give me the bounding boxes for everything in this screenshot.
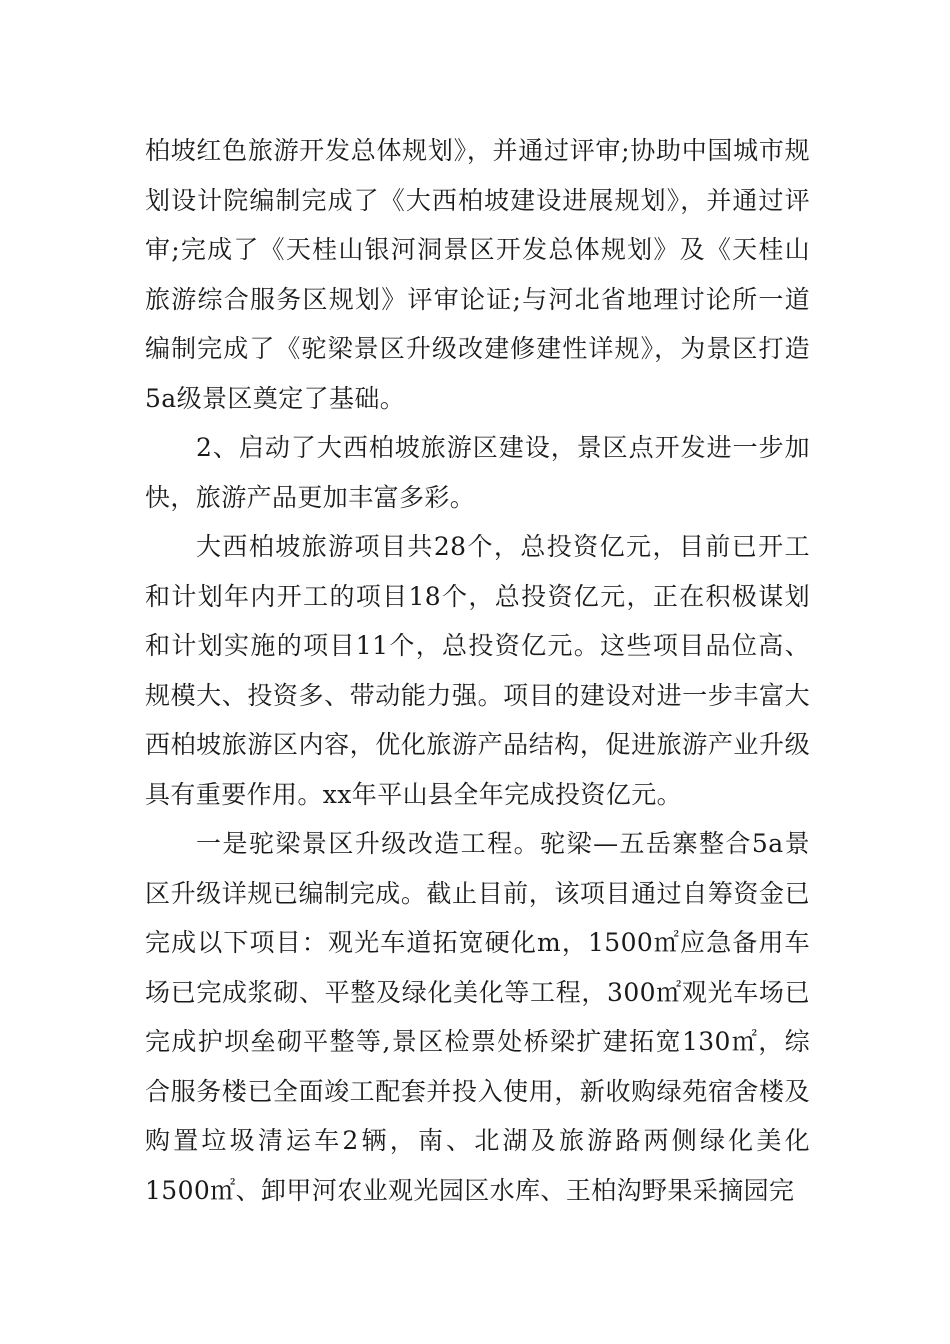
paragraph-tuoliang-upgrade: 一是驼梁景区升级改造工程。驼梁—五岳寨整合5a景区升级详规已编制完成。截止目前，该项目通过自筹资金已完成以下项目：观光车道拓宽硬化m，1500㎡应急备用车场已完成浆砌、平整及绿化美化等工程，300㎡观光车场已完成护坝垒砌平整等,景区检票处桥梁扩建拓宽130㎡，综合服务楼已全面竣工配套并投入使用，新收购绿苑宿舍楼及购置垃圾清运车2辆，南、北湖及旅游路两侧绿化美化1500㎡、卸甲河农业观光园区水库、王柏沟野果采摘园完 bbox=[145, 829, 810, 1205]
document-page bbox=[145, 126, 810, 1215]
paragraph-section-2-heading: 2、启动了大西柏坡旅游区建设，景区点开发进一步加快，旅游产品更加丰富多彩。 bbox=[145, 433, 810, 512]
paragraph-planning-continuation: 柏坡红色旅游开发总体规划》，并通过评审;协助中国城市规划设计院编制完成了《大西柏坡建设进展规划》，并通过评审;完成了《天桂山银河洞景区开发总体规划》及《天桂山旅游综合服务区规划》评审论证;与河北省地理讨论所一道编制完成了《驼梁景区升级改建修建性详规》，为景区打造5a级景区奠定了基础。 bbox=[145, 136, 810, 413]
paragraph-projects-overview: 大西柏坡旅游项目共28个，总投资亿元，目前已开工和计划年内开工的项目18个，总投资亿元，正在积极谋划和计划实施的项目11个，总投资亿元。这些项目品位高、规模大、投资多、带动能力强。项目的建设对进一步丰富大西柏坡旅游区内容，优化旅游产品结构，促进旅游产业升级具有重要作用。xx年平山县全年完成投资亿元。 bbox=[145, 532, 810, 809]
